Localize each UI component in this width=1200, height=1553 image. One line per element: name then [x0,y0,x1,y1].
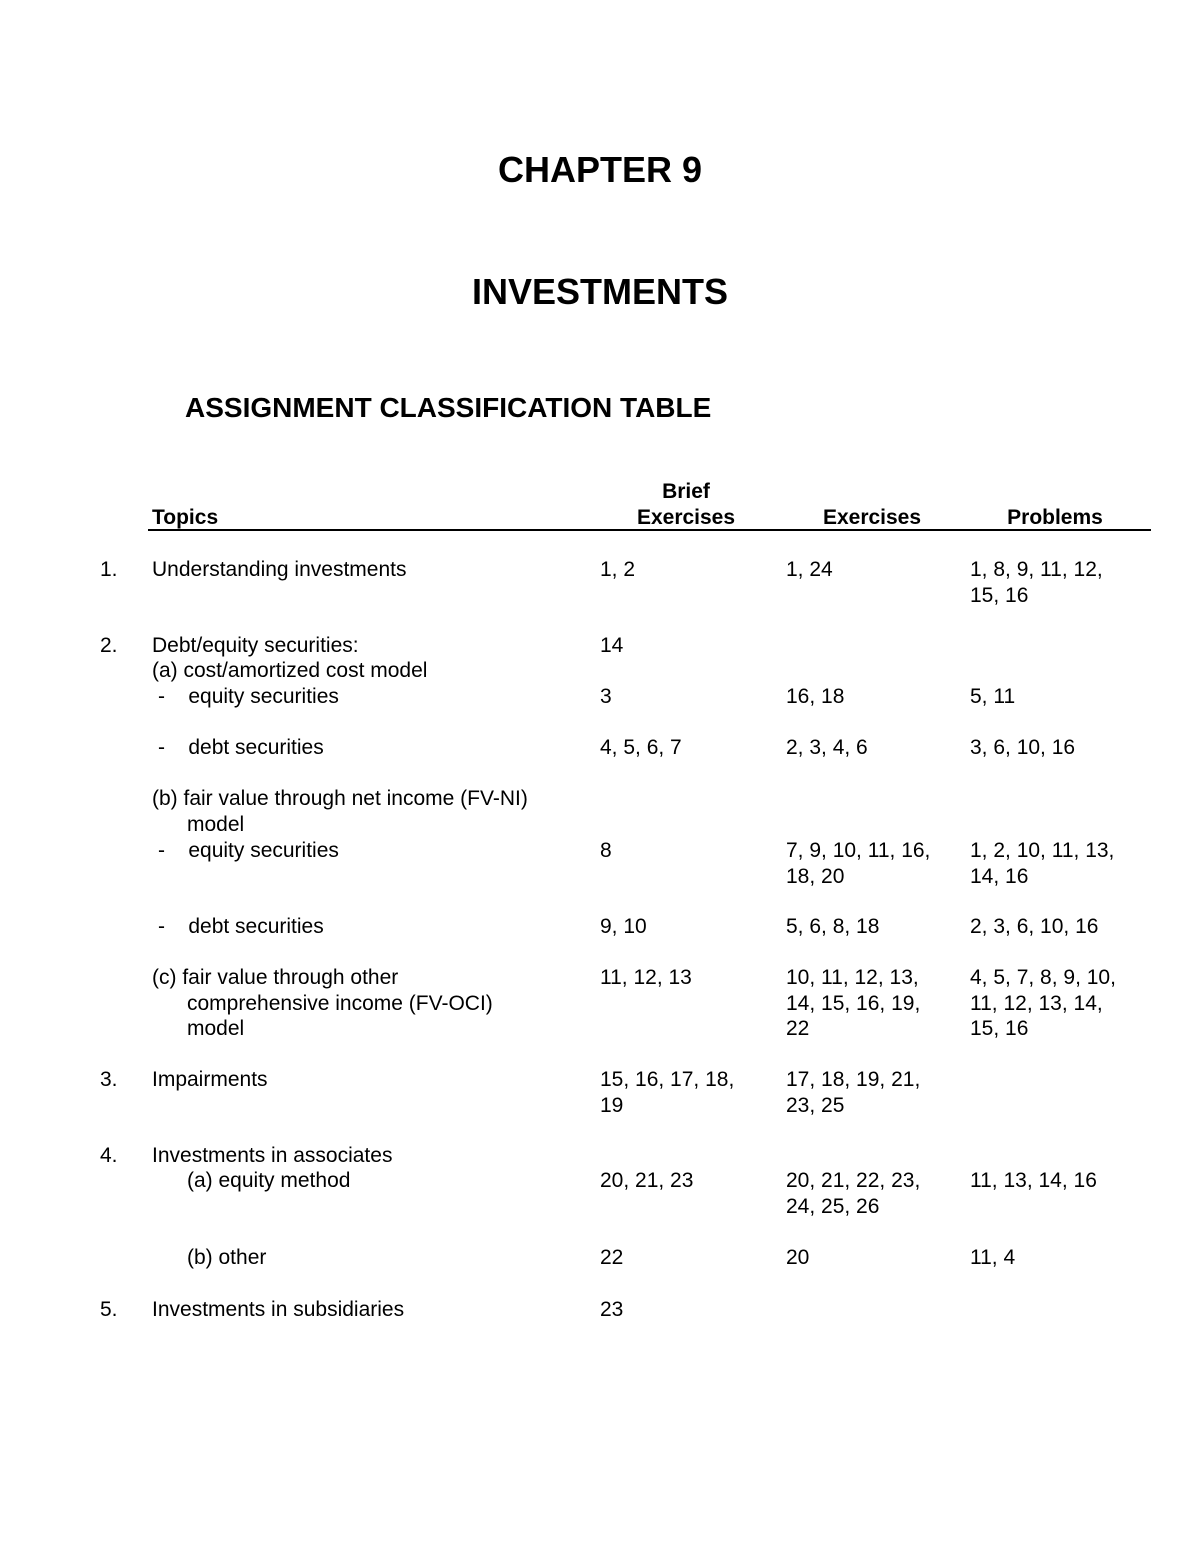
row-number: 3. [100,1068,118,1091]
row-topic: Investments in associates [152,1144,393,1167]
row-brief-exercises: 9, 10 [600,915,647,938]
row-exercises: 1, 24 [786,558,833,581]
row-problems: 4, 5, 7, 8, 9, 10, 11, 12, 13, 14, 15, 16 [970,966,1116,1040]
row-topic: - equity securities [158,685,339,708]
header-problems: Problems [1007,506,1103,529]
row-brief-exercises: 1, 2 [600,558,636,581]
row-number: 5. [100,1298,118,1321]
header-rule [148,529,1151,531]
row-topic: (c) fair value through other comprehensive income (FV-OCI) model [152,966,493,1040]
row-problems: 1, 2, 10, 11, 13, 14, 16 [970,839,1115,888]
row-number: 1. [100,558,118,581]
row-brief-exercises: 8 [600,839,612,862]
row-topic: (b) fair value through net income (FV-NI) model [152,787,528,836]
row-brief-exercises: 4, 5, 6, 7 [600,736,682,759]
row-problems: 2, 3, 6, 10, 16 [970,915,1099,938]
row-topic: (a) equity method [152,1169,351,1192]
row-topic: Investments in subsidiaries [152,1298,405,1321]
row-problems: 5, 11 [970,685,1016,708]
row-topic: - equity securities [158,839,339,862]
row-exercises: 20 [786,1246,810,1269]
header-brief-exercises: Brief Exercises [636,480,736,529]
row-problems: 11, 13, 14, 16 [970,1169,1097,1192]
row-exercises: 17, 18, 19, 21, 23, 25 [786,1068,921,1117]
row-exercises: 5, 6, 8, 18 [786,915,880,938]
row-topic: Debt/equity securities: [152,634,359,657]
row-problems: 11, 4 [970,1246,1016,1269]
row-exercises: 16, 18 [786,685,845,708]
row-problems: 3, 6, 10, 16 [970,736,1076,759]
row-number: 2. [100,634,118,657]
row-brief-exercises: 23 [600,1298,624,1321]
row-brief-exercises: 11, 12, 13 [600,966,692,989]
header-topics: Topics [152,506,219,529]
row-brief-exercises: 20, 21, 23 [600,1169,694,1192]
row-topic: Impairments [152,1068,268,1091]
section-title: INVESTMENTS [471,271,729,312]
row-brief-exercises: 22 [600,1246,624,1269]
row-topic: (b) other [152,1246,267,1269]
table-title: ASSIGNMENT CLASSIFICATION TABLE [185,392,712,423]
row-number: 4. [100,1144,118,1167]
row-topic: (a) cost/amortized cost model [152,659,428,682]
row-exercises: 10, 11, 12, 13, 14, 15, 16, 19, 22 [786,966,921,1040]
row-exercises: 7, 9, 10, 11, 16, 18, 20 [786,839,931,888]
row-exercises: 20, 21, 22, 23, 24, 25, 26 [786,1169,921,1218]
header-exercises: Exercises [822,506,922,529]
chapter-title: CHAPTER 9 [497,149,703,190]
row-topic: - debt securities [158,915,324,938]
row-topic: - debt securities [158,736,324,759]
row-problems: 1, 8, 9, 11, 12, 15, 16 [970,558,1103,607]
row-brief-exercises: 3 [600,685,612,708]
row-brief-exercises: 14 [600,634,624,657]
row-exercises: 2, 3, 4, 6 [786,736,868,759]
row-topic: Understanding investments [152,558,407,581]
row-brief-exercises: 15, 16, 17, 18, 19 [600,1068,735,1117]
